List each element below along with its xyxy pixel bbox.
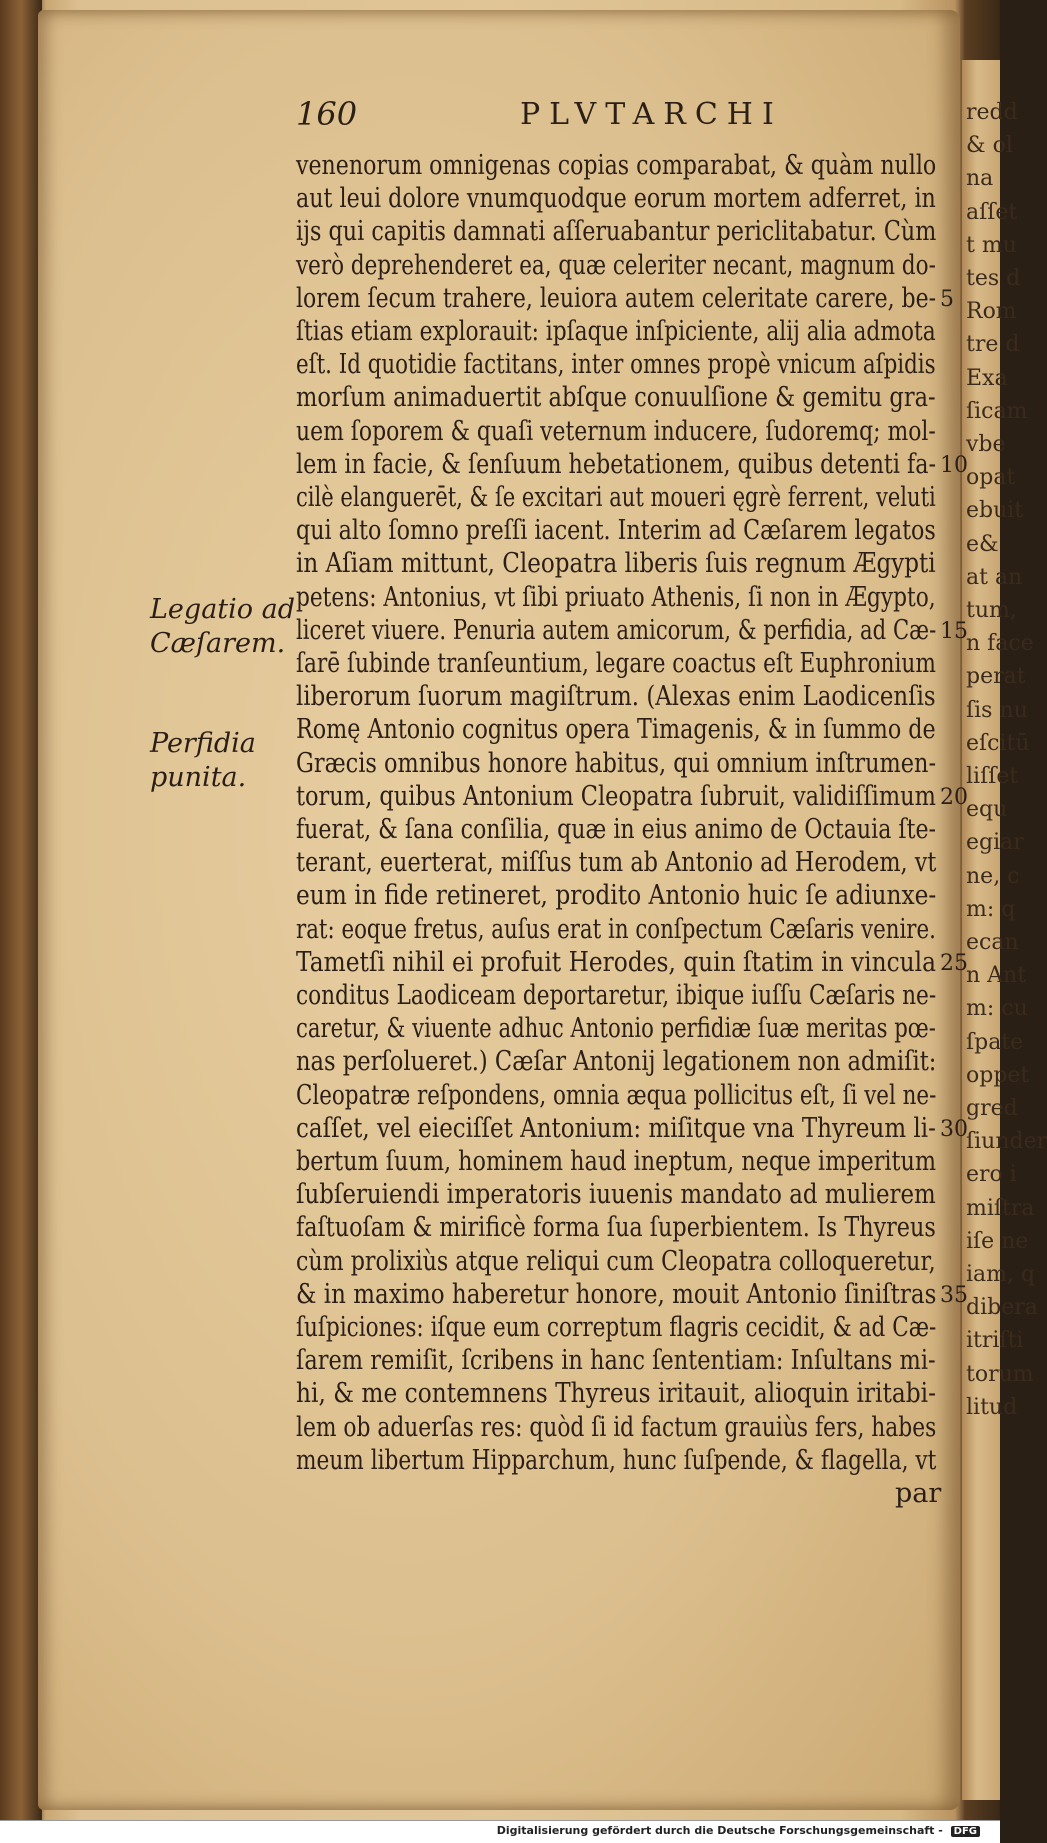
next-page-fragment: n Ant [966, 963, 1027, 989]
next-page-fragment: oppet [966, 1062, 1030, 1088]
text-line: terant, euerterat, miſſus tum ab Antonio ad Herodem, vt [296, 847, 937, 879]
next-page-fragment: ſicam [966, 398, 1028, 424]
text-line: ſubſeruiendi imperatoris iuuenis mandato ad mulierem [296, 1179, 936, 1211]
next-page-fragment: & ol [966, 133, 1013, 159]
text-line: bertum ſuum, hominem haud ineptum, neque imperitum [296, 1146, 937, 1177]
running-title: PLVTARCHI [520, 97, 783, 132]
next-page-fragment: m: cu [966, 996, 1028, 1022]
next-page-fragment: iſe ne [966, 1228, 1029, 1254]
text-line: verò deprehenderet ea, quæ celeriter necant, magnum do- [296, 249, 936, 281]
next-page-fragment: Exa [966, 365, 1008, 391]
text-line: uem ſoporem & quaſi veternum inducere, ſudoremq; mol- [296, 415, 936, 447]
next-page-fragment: perat [966, 664, 1026, 690]
next-page-fragment: ebuit [966, 498, 1024, 524]
line-number: 10 [940, 452, 968, 478]
text-line: fuerat, & ſana conſilia, quæ in eius animo de Octauia ſte- [296, 814, 937, 845]
next-page-fragment: liſſet [966, 764, 1019, 789]
text-line: cùm prolixiùs atque reliqui cum Cleopatra colloqueretur, [296, 1245, 936, 1277]
next-page-fragment: ſis nu [966, 697, 1028, 723]
next-page-fragment: ſiunder [966, 1129, 1047, 1155]
margin-note-legatio-1: Legatio ad [150, 594, 295, 625]
text-line: conditus Laodiceam deportaretur, ibique iuſſu Cæſaris ne- [296, 980, 937, 1011]
text-line: aut leui dolore vnumquodque eorum mortem adferret, in [296, 183, 936, 215]
text-line: hi, & me contemnens Thyreus iritauit, alioquin iritabi- [296, 1378, 936, 1410]
next-page-fragment: aſſet [966, 199, 1018, 225]
line-number: 35 [940, 1282, 968, 1308]
next-page-fragment: ſpate [966, 1029, 1024, 1055]
text-line: caretur, & viuente adhuc Antonio perfidiæ ſuæ meritas pœ- [296, 1013, 936, 1045]
text-line: nas perſolueret.) Cæſar Antonij legationem non admiſit: [296, 1046, 937, 1078]
catchword: par [895, 1478, 942, 1509]
next-page-fragment: t mu [966, 232, 1017, 258]
text-line: eſt. Id quotidie factitans, inter omnes propè vnicum aſpidis [296, 349, 936, 381]
next-page-fragment: tre d [966, 332, 1020, 358]
text-line: ijs qui capitis damnati aſſeruabantur periclitabatur. Cùm [296, 216, 937, 248]
line-number: 5 [940, 286, 954, 312]
next-page-fragment: e& [966, 531, 999, 557]
text-line: ſtias etiam explorauit: ipſaque inſpiciente, alij alia admota [296, 316, 936, 347]
margin-note-perfidia-2: punita. [150, 762, 247, 793]
text-line: petens: Antonius, vt ſibi priuato Athenis, ſi non in Ægypto, [296, 581, 936, 613]
text-line: liceret viuere. Penuria autem amicorum, & perfidia, ad Cæ- [296, 614, 937, 646]
text-line: ſarem remiſit, ſcribens in hanc ſententiam: Inſultans mi- [296, 1345, 936, 1377]
next-page-fragment: iam, q [966, 1262, 1036, 1287]
text-line: cilè elanguerēt, & ſe excitari aut moueri ęgrè ferrent, veluti [296, 482, 936, 513]
next-page-fragment: gred [966, 1096, 1018, 1121]
text-line: qui alto ſomno preſſi iacent. Interim ad Cæſarem legatos [296, 515, 936, 547]
text-line: ſarē ſubinde tranſeuntium, legare coactus eſt Euphronium [296, 648, 936, 679]
next-page-fragment: egiar [966, 830, 1024, 856]
line-number: 20 [940, 784, 968, 810]
text-line: faſtuoſam & mirificè forma ſua ſuperbientem. Is Thyreus [296, 1212, 936, 1244]
text-line: lem ob aduerſas res: quòd ſi id factum grauiùs fers, habes [296, 1411, 937, 1443]
text-line: lem in facie, & ſenſuum hebetationem, quibus detenti fa- [296, 448, 936, 480]
text-line: liberorum ſuorum magiſtrum. (Alexas enim Laodicenſis [296, 681, 936, 713]
text-line: Romę Antonio cognitus opera Timagenis, & in ſummo de [296, 714, 936, 746]
next-page-fragment: dibera [966, 1295, 1038, 1321]
text-line: rat: eoque fretus, auſus erat in conſpectum Cæſaris venire. [296, 913, 936, 945]
text-line: in Aſiam mittunt, Cleopatra liberis ſuis regnum Ægypti [296, 548, 936, 580]
next-page-fragment: redd [966, 100, 1018, 125]
next-page-fragment: opat [966, 465, 1016, 491]
margin-note-legatio-2: Cæſarem. [150, 628, 286, 659]
text-line: venenorum omnigenas copias comparabat, & quàm nullo [296, 150, 937, 181]
line-number: 30 [940, 1116, 968, 1142]
text-line: lorem ſecum trahere, leuiora autem celeritate carere, be- [296, 282, 937, 314]
next-page-fragment: itriſti [966, 1328, 1024, 1354]
next-page-fragment: na [966, 166, 994, 192]
dfg-logo-icon: DFG [951, 1826, 980, 1837]
next-page-fragment: miſtra [966, 1195, 1035, 1221]
next-page-fragment: eſcitū [966, 730, 1030, 756]
text-line: & in maximo haberetur honore, mouit Antonio ſiniſtras [296, 1278, 937, 1310]
next-page-fragment: ecan [966, 930, 1019, 955]
next-page-fragment: tes d [966, 266, 1021, 291]
next-page-fragment: ero i [966, 1162, 1017, 1188]
next-page-fragment: Rom [966, 299, 1017, 325]
next-page-fragment: n face [966, 631, 1034, 657]
text-line: ſuſpiciones: iſque eum correptum flagris cecidit, & ad Cæ- [296, 1312, 937, 1343]
text-line: Cleopatræ reſpondens, omnia æqua pollicitus eſt, ſi vel ne- [296, 1079, 937, 1111]
line-number: 15 [940, 618, 968, 644]
next-page-fragment: tum, [966, 598, 1017, 623]
footer-credit [497, 1824, 980, 1837]
page-number: 160 [296, 95, 358, 133]
footer-bar [0, 1820, 1000, 1843]
next-page-fragment: vbe [966, 432, 1006, 457]
margin-note-perfidia-1: Perfidia [150, 728, 256, 759]
text-line: meum libertum Hipparchum, hunc ſuſpende, & flagella, vt [296, 1444, 937, 1476]
text-line: torum, quibus Antonium Cleopatra ſubruit, validiſſimum [296, 780, 936, 812]
next-page-fragment: m: q [966, 896, 1016, 922]
footer-credit-text: Digitalisierung gefördert durch die Deutsche Forschungsgemeinschaft - [496, 1824, 943, 1837]
next-page-fragment: equ [966, 797, 1008, 823]
text-line: morſum animaduertit abſque conuulſione & gemitu gra- [296, 382, 936, 414]
text-line: Græcis omnibus honore habitus, qui omnium inſtrumen- [296, 747, 937, 779]
next-page-fragment: torum [966, 1361, 1034, 1387]
text-line: caſſet, vel eieciſſet Antonium: miſitque vna Thyreum li- [296, 1112, 936, 1144]
next-page-fragment: litud [966, 1394, 1018, 1420]
text-line: eum in fide retineret, prodito Antonio huic ſe adiunxe- [296, 880, 937, 912]
next-page-fragment: ne, c [966, 863, 1020, 889]
line-number: 25 [940, 950, 968, 976]
next-page-fragment: at an [966, 564, 1023, 590]
text-line: Tametſi nihil ei profuit Herodes, quin ſtatim in vincula [296, 946, 936, 978]
